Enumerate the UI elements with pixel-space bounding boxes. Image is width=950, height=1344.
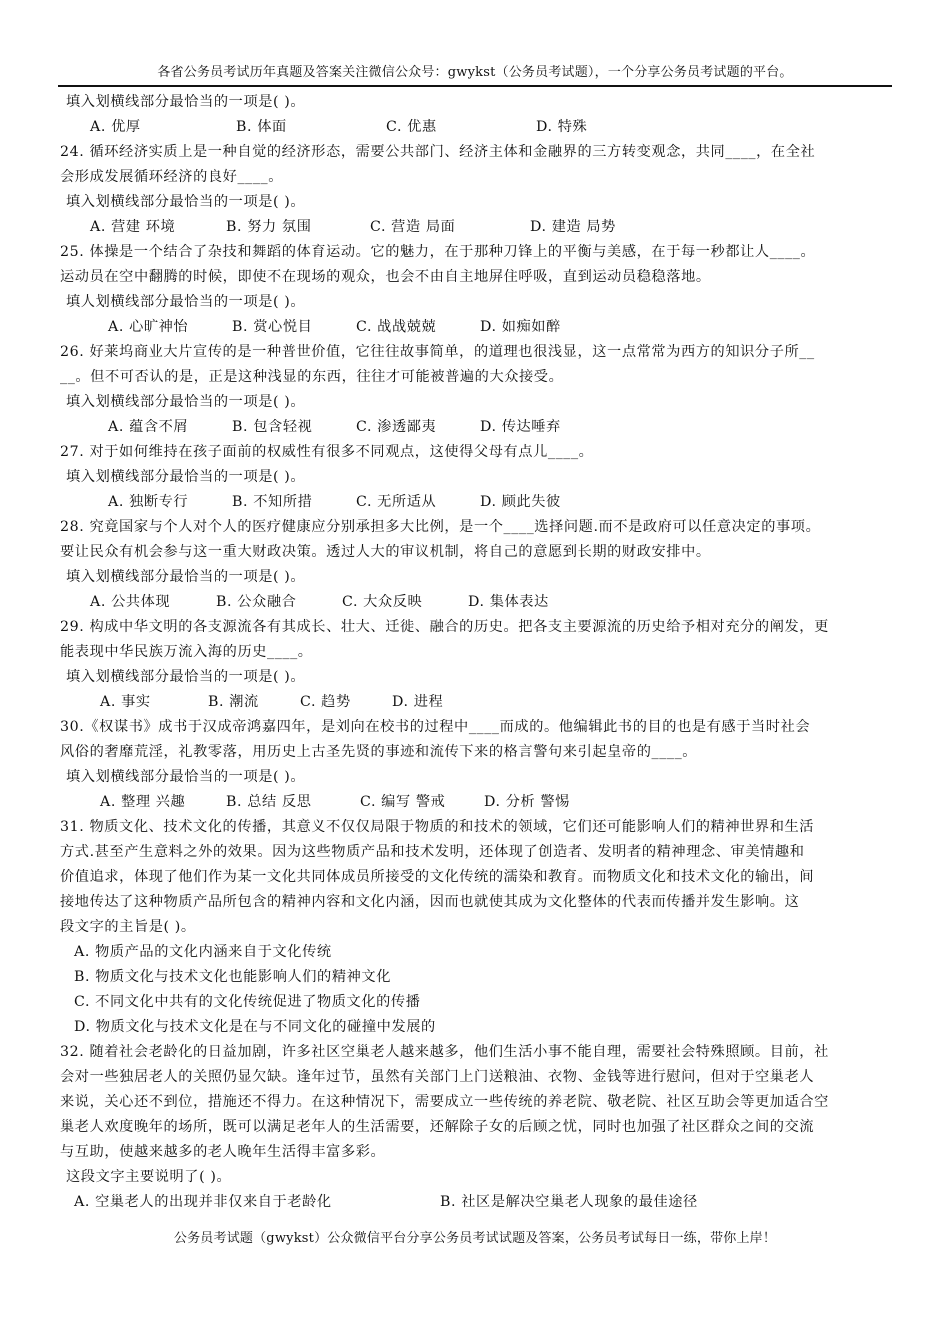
q27-options <box>60 490 894 515</box>
q27-option-a: A. 独断专行 <box>108 494 189 510</box>
q32-stem-line-3: 来说，关心还不到位，措施还不得力。在这种情况下，需要成立一些传统的养老院、敬老院、社区互助会等更加适合空 <box>60 1094 829 1110</box>
q29-option-d: D. 进程 <box>392 694 444 710</box>
q30-option-d: D. 分析 警惕 <box>484 794 570 810</box>
q27-stem-line-1: 27. 对于如何维持在孩子面前的权威性有很多不同观点，这使得父母有点儿____。 <box>60 444 594 460</box>
page-footer: 公务员考试题（gwykst）公众微信平台分享公务员考试试题及答案，公务员考试每日一练，带你上岸！ <box>173 1231 777 1246</box>
q28-option-a: A. 公共体现 <box>90 594 171 610</box>
q31-option-c: C. 不同文化中共有的文化传统促进了物质文化的传播 <box>74 994 421 1010</box>
q30-option-a: A. 整理 兴趣 <box>100 794 186 810</box>
q29-stem-line-1: 29. 构成中华文明的各支源流各有其成长、壮大、迁徙、融合的历史。把各支主要源流的历史给予相对充分的阐发，更 <box>60 619 829 635</box>
q29-option-a: A. 事实 <box>100 694 151 710</box>
q23-option-c: C. 优惠 <box>386 119 437 135</box>
q24-option-c: C. 营造 局面 <box>370 219 456 235</box>
q30-options <box>60 790 894 815</box>
q25-stem-line-1: 25. 体操是一个结合了杂技和舞蹈的体育运动。它的魅力，在于那种刀锋上的平衡与美感，在于每一秒都让人____。 <box>60 244 816 260</box>
q28-option-d: D. 集体表达 <box>468 594 549 610</box>
header-divider <box>58 85 892 87</box>
q29-option-c: C. 趋势 <box>300 694 351 710</box>
q30-prompt: 填入划横线部分最恰当的一项是( )。 <box>66 769 306 785</box>
q31-option-d: D. 物质文化与技术文化是在与不同文化的碰撞中发展的 <box>74 1019 436 1035</box>
q32-stem-line-2: 会对一些独居老人的关照仍显欠缺。逢年过节，虽然有关部门上门送粮油、衣物、金钱等进行慰问，但对于空巢老人 <box>60 1069 815 1085</box>
q31-stem-line-2: 方式.甚至产生意料之外的效果。因为这些物质产品和技术发明，还体现了创造者、发明者的精神理念、审美情趣和 <box>60 844 805 860</box>
q32-stem-line-4: 巢老人欢度晚年的场所，既可以满足老年人的生活需要，还解除子女的后顾之忧，同时也加强了社区群众之间的交流 <box>60 1119 815 1135</box>
q24-option-a: A. 营建 环境 <box>90 219 176 235</box>
q29-options <box>60 690 894 715</box>
q32-stem-line-1: 32. 随着社会老龄化的日益加剧，许多社区空巢老人越来越多，他们生活小事不能自理，需要社会特殊照顾。目前，社 <box>60 1044 829 1060</box>
q26-stem-line-1: 26. 好莱坞商业大片宣传的是一种普世价值，它往往故事简单，的道理也很浅显，这一点常常为西方的知识分子所__ <box>60 344 815 360</box>
q25-option-a: A. 心旷神怡 <box>108 319 189 335</box>
q27-option-b: B. 不知所措 <box>232 494 313 510</box>
q29-prompt: 填入划横线部分最恰当的一项是( )。 <box>66 669 306 685</box>
q23-prompt: 填入划横线部分最恰当的一项是( )。 <box>66 94 306 110</box>
q27-option-d: D. 顾此失彼 <box>480 494 561 510</box>
q24-option-d: D. 建造 局势 <box>530 219 616 235</box>
q30-option-b: B. 总结 反思 <box>226 794 312 810</box>
q26-stem-line-2: __。但不可否认的是，正是这种浅显的东西，往往才可能被普遍的大众接受。 <box>60 369 564 385</box>
q31-stem-line-5: 段文字的主旨是( )。 <box>60 919 196 935</box>
q31-stem-line-4: 接地传达了这种物质产品所包含的精神内容和文化内涵，因而也就使其成为文化整体的代表而传播并发生影响。这 <box>60 894 800 910</box>
q26-option-b: B. 包含轻视 <box>232 419 313 435</box>
q28-stem-line-2: 要让民众有机会参与这一重大财政决策。透过人大的审议机制，将自己的意愿到长期的财政安排中。 <box>60 544 711 560</box>
q23-option-b: B. 体面 <box>236 119 287 135</box>
document-body <box>60 90 894 1215</box>
q31-stem-line-3: 价值追求，体现了他们作为某一文化共同体成员所接受的文化传统的濡染和教育。而物质文化和技术文化的输出，间 <box>60 869 815 885</box>
q28-stem-line-1: 28. 究竟国家与个人对个人的医疗健康应分别承担多大比例，是一个____选择问题.而不是政府可以任意决定的事项。 <box>60 519 821 535</box>
q25-prompt: 填人划横线部分最恰当的一项是( )。 <box>66 294 306 310</box>
q32-options <box>60 1190 894 1215</box>
q29-option-b: B. 潮流 <box>208 694 259 710</box>
q23-options <box>60 115 894 140</box>
q23-option-d: D. 特殊 <box>536 119 588 135</box>
q31-stem-line-1: 31. 物质文化、技术文化的传播，其意义不仅仅局限于物质的和技术的领域，它们还可能影响人们的精神世界和生活 <box>60 819 815 835</box>
q24-prompt: 填入划横线部分最恰当的一项是( )。 <box>66 194 306 210</box>
q28-option-b: B. 公众融合 <box>216 594 297 610</box>
q30-stem-line-1: 30.《权谋书》成书于汉成帝鸿嘉四年，是刘向在校书的过程中____而成的。他编辑此书的目的也是有感于当时社会 <box>60 719 811 735</box>
q26-prompt: 填入划横线部分最恰当的一项是( )。 <box>66 394 306 410</box>
q26-option-d: D. 传达唾弃 <box>480 419 561 435</box>
q32-option-b: B. 社区是解决空巢老人现象的最佳途径 <box>440 1194 698 1210</box>
q25-option-d: D. 如痴如醉 <box>480 319 561 335</box>
q30-stem-line-2: 风俗的奢靡荒淫，礼教零落，用历史上古圣先贤的事迹和流传下来的格言警句来引起皇帝的____。 <box>60 744 698 760</box>
q31-option-b: B. 物质文化与技术文化也能影响人们的精神文化 <box>74 969 391 985</box>
q24-stem-line-2: 会形成发展循环经济的良好____。 <box>60 169 284 185</box>
q25-stem-line-2: 运动员在空中翻腾的时候，即使不在现场的观众，也会不由自主地屏住呼吸，直到运动员稳稳落地。 <box>60 269 711 285</box>
q29-stem-line-2: 能表现中华民族万流入海的历史____。 <box>60 644 313 660</box>
q26-option-c: C. 渗透鄙夷 <box>356 419 437 435</box>
q26-option-a: A. 蕴含不屑 <box>108 419 189 435</box>
q24-options <box>60 215 894 240</box>
q26-options <box>60 415 894 440</box>
q30-option-c: C. 编写 警戒 <box>360 794 446 810</box>
q25-options <box>60 315 894 340</box>
q32-stem-line-5: 与互助，使越来越多的老人晚年生活得丰富多彩。 <box>60 1144 386 1160</box>
q32-prompt: 这段文字主要说明了( )。 <box>66 1169 232 1185</box>
q27-prompt: 填入划横线部分最恰当的一项是( )。 <box>66 469 306 485</box>
q32-option-a: A. 空巢老人的出现并非仅来自于老龄化 <box>74 1194 332 1210</box>
q28-options <box>60 590 894 615</box>
q28-prompt: 填入划横线部分最恰当的一项是( )。 <box>66 569 306 585</box>
page-header: 各省公务员考试历年真题及答案关注微信公众号：gwykst（公务员考试题），一个分享公务员考试题的平台。 <box>157 65 793 80</box>
q27-option-c: C. 无所适从 <box>356 494 437 510</box>
q25-option-c: C. 战战兢兢 <box>356 319 437 335</box>
q24-stem-line-1: 24. 循环经济实质上是一种自觉的经济形态，需要公共部门、经济主体和金融界的三方转变观念，共同____，在全社 <box>60 144 816 160</box>
q23-option-a: A. 优厚 <box>90 119 141 135</box>
q31-option-a: A. 物质产品的文化内涵来自于文化传统 <box>74 944 332 960</box>
q25-option-b: B. 赏心悦目 <box>232 319 313 335</box>
q28-option-c: C. 大众反映 <box>342 594 423 610</box>
q24-option-b: B. 努力 氛围 <box>226 219 312 235</box>
